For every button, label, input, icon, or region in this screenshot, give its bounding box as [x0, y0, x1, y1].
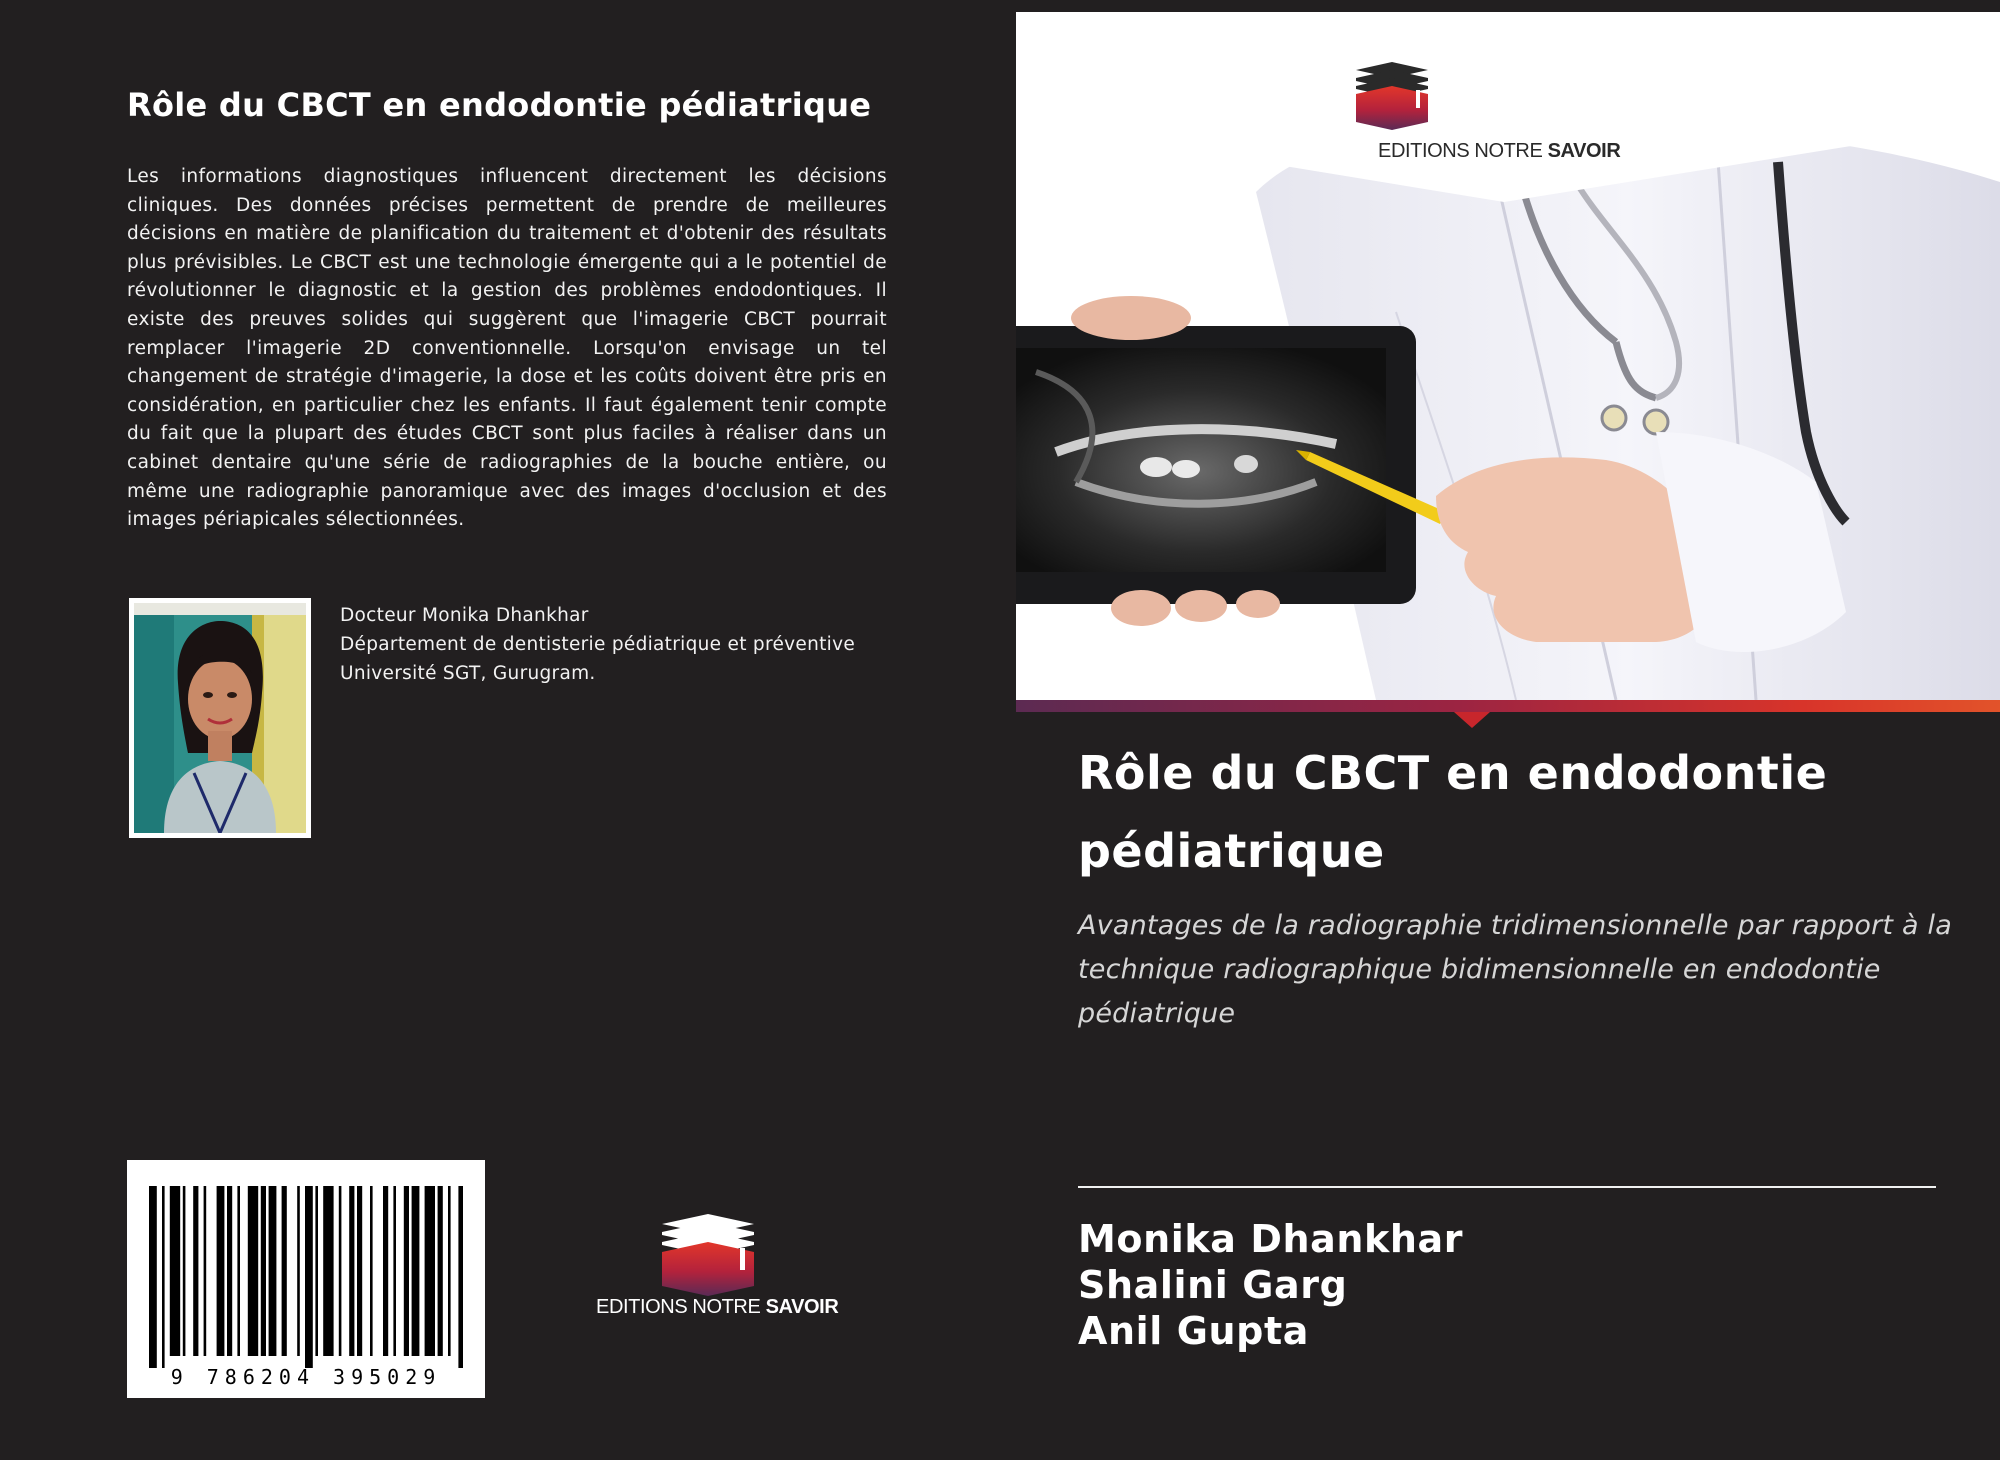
barcode-bar [323, 1186, 333, 1356]
author-bio-name: Docteur Monika Dhankhar [340, 605, 589, 626]
barcode-bar [227, 1186, 232, 1356]
author-list [1078, 1216, 1463, 1354]
author-name: Anil Gupta [1078, 1309, 1309, 1353]
barcode-bar [458, 1186, 463, 1368]
publisher-name-light: EDITIONS NOTRE [596, 1296, 766, 1318]
front-publisher-name-bold: SAVOIR [1547, 140, 1621, 162]
barcode-bar [383, 1186, 388, 1356]
back-publisher-logo [590, 1208, 839, 1324]
barcode-bar [237, 1186, 240, 1356]
barcode-bar [425, 1186, 435, 1356]
barcode-bar [149, 1186, 157, 1368]
barcode-bar [370, 1186, 373, 1356]
back-publisher-name [596, 1296, 839, 1319]
barcode-graphic [127, 1160, 485, 1398]
authors-divider [1078, 1186, 1936, 1188]
back-cover-blurb: Les informations diagnostiques influencent directement les décisions cliniques. Des données précises permettent de prendre de meilleures décisions en matière de planification du traitement et d'obtenir des résultats plus prévisibles. Le CBCT est une technologie émergente qui a le potentiel de révolutionner le diagnostic et la gestion des problèmes endodontiques. Il existe des preuves solides qui suggèrent que l'imagerie CBCT pourrait remplacer l'imagerie 2D conventionnelle. Lorsqu'on envisage un tel changement de stratégie d'imagerie, la dose et les coûts doivent être pris en considération, en particulier chez les enfants. Il faut également tenir compte du fait que la plupart des études CBCT sont plus faciles à réaliser dans un cabinet dentaire qu'une série de radiographies de la bouche entière, ou même une radiographie panoramique avec des images d'occlusion et des images périapicales sélectionnées. [127, 166, 887, 531]
barcode-bar [438, 1186, 443, 1356]
front-cover-subtitle: Avantages de la radiographie tridimensionnelle par rapport à la technique radiographique bidimensionnelle en endodontie pédiatrique [1078, 910, 1952, 1029]
barcode-bar [193, 1186, 198, 1356]
barcode-bar [315, 1186, 318, 1356]
front-publisher-name-light: EDITIONS NOTRE [1378, 140, 1548, 162]
barcode-bar [448, 1186, 451, 1356]
author-photo [129, 598, 311, 838]
author-portrait-image [134, 603, 306, 833]
author-bio-department: Département de dentisterie pédiatrique et préventive [340, 634, 856, 655]
barcode-bar [282, 1186, 287, 1356]
back-cover-title: Rôle du CBCT en endodontie pédiatrique [127, 86, 872, 124]
barcode-bar [269, 1186, 277, 1356]
barcode-bar [393, 1186, 396, 1356]
barcode-bar [305, 1186, 313, 1368]
barcode-bar [404, 1186, 409, 1356]
barcode-bar [248, 1186, 258, 1356]
accent-color-band [1016, 700, 2000, 712]
barcode-bar [261, 1186, 266, 1356]
barcode-bar [349, 1186, 354, 1356]
author-bio-university: Université SGT, Gurugram. [340, 663, 596, 684]
barcode-bar [204, 1186, 207, 1356]
barcode-bar [357, 1186, 362, 1356]
barcode-bar [170, 1186, 180, 1356]
isbn-barcode [127, 1160, 485, 1398]
cover-photo [1016, 12, 2000, 700]
publisher-name-bold: SAVOIR [765, 1296, 839, 1318]
barcode-bar [162, 1186, 165, 1368]
author-name: Shalini Garg [1078, 1263, 1348, 1307]
accent-band-notch [1454, 712, 1490, 728]
author-bio [340, 601, 855, 688]
front-publisher-name [1378, 140, 1620, 163]
barcode-bars [149, 1186, 463, 1368]
barcode-bar [217, 1186, 225, 1356]
doctor-xray-illustration [1016, 12, 2000, 700]
isbn-digits: 9 786204 395029 [170, 1365, 442, 1389]
front-cover-title: Rôle du CBCT en endodontie pédiatrique [1078, 746, 1828, 878]
barcode-bar [412, 1186, 420, 1356]
barcode-bar [339, 1186, 342, 1356]
front-cover [1016, 0, 2000, 1460]
barcode-bar [183, 1186, 186, 1356]
barcode-bar [297, 1186, 300, 1356]
author-name: Monika Dhankhar [1078, 1217, 1464, 1261]
